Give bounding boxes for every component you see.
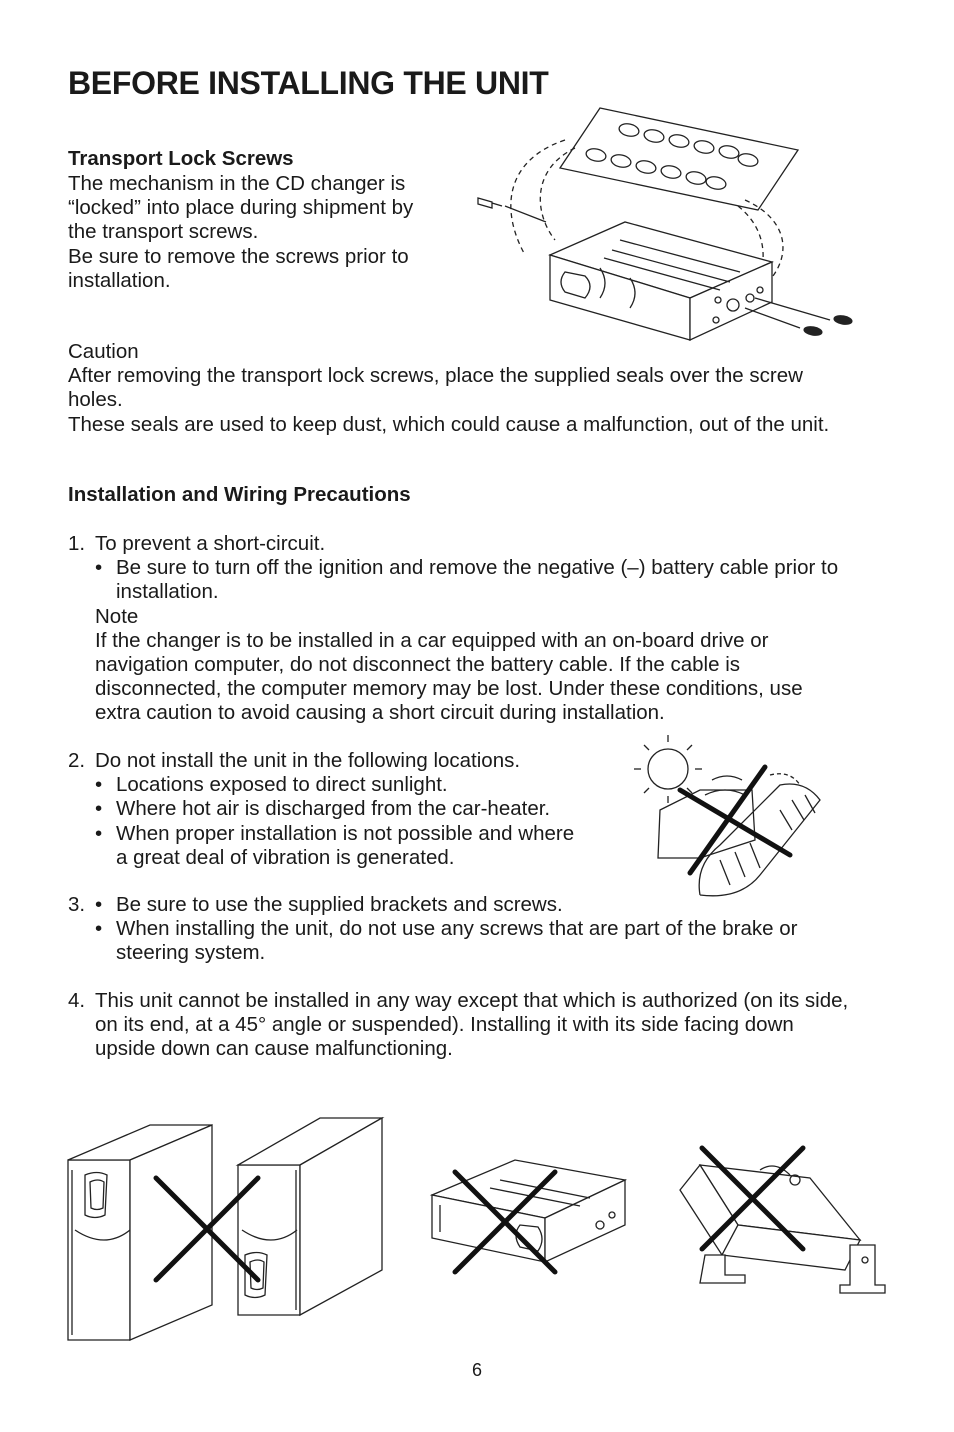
- bullet-line: When installing the unit, do not use any screws that are part of the brake or: [116, 917, 798, 941]
- bullet-line: Be sure to use the supplied brackets and screws.: [116, 893, 563, 916]
- note-label: Note: [95, 604, 139, 628]
- unit-upside-down: [432, 1160, 625, 1262]
- transport-line: “locked” into place during shipment by: [68, 196, 414, 220]
- dashed-arrow: [540, 148, 575, 240]
- precautions-heading: Installation and Wiring Precautions: [68, 483, 411, 506]
- item2-bullet: [95, 773, 574, 797]
- transport-text: [68, 172, 413, 293]
- item3-bullet: [95, 917, 797, 965]
- bullet-line: steering system.: [116, 941, 266, 965]
- seal-sheet: [560, 108, 798, 210]
- bullet-glyph: •: [95, 797, 103, 821]
- caution-block: [68, 340, 829, 437]
- caution-line: holes.: [68, 388, 123, 412]
- caution-line: These seals are used to keep dust, which could cause a malfunction, out of the unit.: [68, 412, 830, 436]
- item2-bullet: [95, 797, 574, 821]
- page-title: BEFORE INSTALLING THE UNIT: [68, 65, 549, 101]
- bullet-glyph: •: [95, 893, 103, 916]
- page-number: 6: [471, 1360, 482, 1380]
- dashed-arrow: [511, 140, 565, 255]
- no-upside-down-x-icon: [455, 1172, 555, 1272]
- item4-body: [95, 989, 848, 1062]
- hand: [699, 784, 820, 896]
- item1-text: To prevent a short-circuit.: [95, 532, 326, 555]
- caution-label: Caution: [68, 340, 139, 363]
- caution-line: After removing the transport lock screws, place the supplied seals over the screw: [68, 364, 803, 388]
- screw-left: [478, 198, 502, 208]
- item3-number: 3.: [68, 893, 86, 916]
- unit-front: [550, 255, 690, 340]
- dashed-arrow: [745, 200, 783, 290]
- bracket-left: [700, 1255, 745, 1283]
- item3-body: [95, 893, 797, 966]
- transport-line: the transport screws.: [68, 220, 259, 244]
- item1-bullet: [95, 556, 838, 604]
- note-line: If the changer is to be installed in a car equipped with an on-board drive or: [95, 628, 769, 652]
- item2-number: 2.: [68, 749, 86, 772]
- sun-icon: [634, 735, 702, 803]
- unit-on-end-2: [238, 1118, 382, 1315]
- no-heat-x-icon: [680, 767, 790, 873]
- item2-bullet: [95, 822, 574, 870]
- item3-bullet: [95, 893, 797, 917]
- note-line: extra caution to avoid causing a short circuit during installation.: [95, 701, 665, 725]
- heater-vent: [658, 790, 755, 858]
- bullet-glyph: •: [95, 917, 103, 941]
- item2-text: Do not install the unit in the following locations.: [95, 749, 521, 772]
- bullet-line: Locations exposed to direct sunlight.: [116, 773, 448, 797]
- transport-line: Be sure to remove the screws prior to: [68, 244, 409, 268]
- item4-line: on its end, at a 45° angle or suspended). Installing it with its side facing down: [95, 1013, 794, 1037]
- bullet-line: Where hot air is discharged from the car-heater.: [116, 797, 551, 821]
- item1-number: 1.: [68, 532, 86, 555]
- unit-on-end-1: [68, 1125, 212, 1340]
- bullet-line: installation.: [116, 580, 219, 604]
- bullet-line: a great deal of vibration is generated.: [116, 845, 455, 869]
- screw-right: [803, 314, 852, 336]
- bracket-right: [840, 1245, 885, 1293]
- bullet-glyph: •: [95, 556, 103, 580]
- item2-body: [95, 749, 574, 870]
- item4-number: 4.: [68, 989, 86, 1012]
- unit-tilted: [680, 1165, 885, 1293]
- transport-heading: Transport Lock Screws: [68, 147, 294, 170]
- item4-line: upside down can cause malfunctioning.: [95, 1037, 453, 1061]
- item1-body: [95, 532, 838, 726]
- bullet-glyph: •: [95, 773, 103, 797]
- dashed-arrow: [738, 206, 763, 300]
- no-tilted-x-icon: [702, 1148, 803, 1249]
- unit-top: [550, 222, 772, 298]
- bullet-line: When proper installation is not possible and where: [116, 821, 575, 845]
- unit-side: [690, 262, 772, 340]
- transport-line: The mechanism in the CD changer is: [68, 172, 406, 195]
- bullet-line: Be sure to turn off the ignition and remove the negative (–) battery cable prior to: [116, 556, 839, 580]
- bullet-glyph: •: [95, 821, 103, 845]
- transport-line: installation.: [68, 268, 171, 292]
- note-line: disconnected, the computer memory may be lost. Under these conditions, use: [95, 677, 803, 701]
- item4-line: This unit cannot be installed in any way except that which is authorized (on its side,: [95, 989, 849, 1012]
- seal-ovals: [585, 122, 759, 191]
- note-line: navigation computer, do not disconnect the battery cable. If the cable is: [95, 653, 741, 677]
- no-end-orientation-x-icon: [156, 1178, 258, 1280]
